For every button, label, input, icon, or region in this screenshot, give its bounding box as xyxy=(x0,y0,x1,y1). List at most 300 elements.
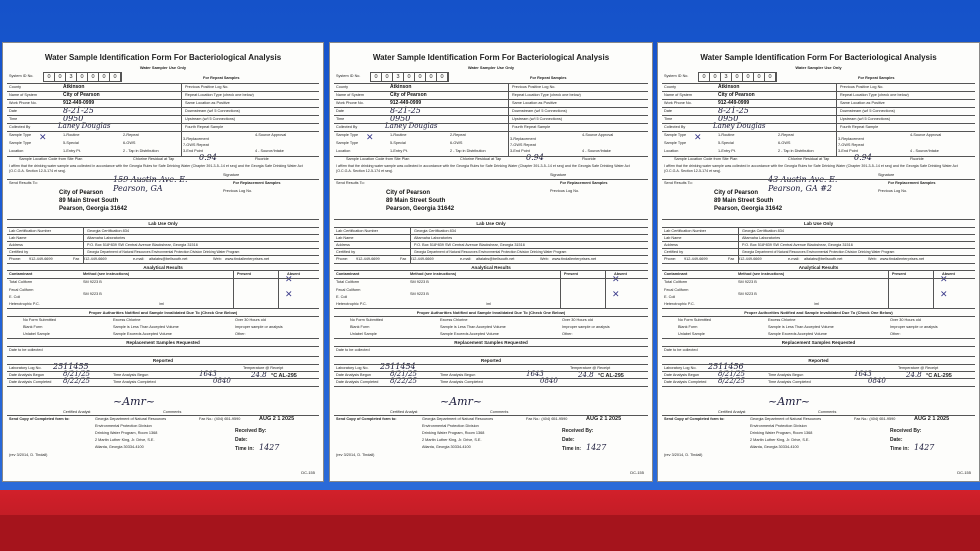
comments-label: Comments xyxy=(490,410,509,414)
system-id-digit: 0 xyxy=(732,73,743,81)
lab-log-label: Laboratory Log No. xyxy=(664,366,697,370)
temp-label: Temperature @ Receipt xyxy=(243,366,284,370)
time-label: Time xyxy=(336,117,345,121)
fecal-coliform: Fecal Coliform xyxy=(336,288,361,292)
opt-repeat: 2-Repeat xyxy=(778,133,794,137)
ecoli: E. Coli xyxy=(336,295,348,299)
gdnr-line-2: Environmental Protection Division xyxy=(750,424,807,428)
col-method: Method (see instructions) xyxy=(83,272,130,276)
lab-log-value: 2511455 xyxy=(53,362,89,371)
collected-value: Laney Douglas xyxy=(713,122,766,130)
absent-check-icon: ✕ xyxy=(612,275,620,285)
fax-value: 912-449-6669 xyxy=(410,257,434,261)
replacement-header: For Replacement Samples xyxy=(233,181,281,185)
plan-label: Sample Location Code from Site Plan xyxy=(674,157,738,161)
gdnr-line-3: Drinking Water Program, Room 1368 xyxy=(95,431,158,435)
system-name-value: City of Pearson xyxy=(390,92,427,98)
received-stamp: AUG 2 1 2025 xyxy=(259,416,295,422)
gdnr-line-1: Georgia Department of Natural Resources xyxy=(422,417,494,421)
same-location: Same Location as Positive xyxy=(185,101,230,105)
sample-type-label: Sample Type xyxy=(664,133,687,137)
total-coliform: Total Coliform xyxy=(664,280,688,284)
received-time: Time in: xyxy=(235,446,255,452)
temp-label: Temperature @ Receipt xyxy=(570,366,611,370)
work-phone-label: Work Phone No. xyxy=(336,101,364,105)
web-label: Web: xyxy=(540,257,549,261)
address-label: Address xyxy=(664,243,678,247)
replacement-header: For Replacement Samples xyxy=(888,181,936,185)
certified-analyst: Certified Analyst xyxy=(63,410,91,414)
fluoride-label: Fluoride xyxy=(255,157,269,161)
send-name: City of Pearson xyxy=(714,190,759,196)
certified-value: Georgia Department of Natural Resources Environmental Protection Division Drinking Water Program xyxy=(742,250,895,254)
work-phone-value: 912-449-0999 xyxy=(718,100,750,106)
col-contaminant: Contaminant xyxy=(336,272,360,276)
phone-label: Phone: xyxy=(9,257,22,261)
system-id-boxes xyxy=(370,72,449,82)
system-id-digit: 0 xyxy=(765,73,776,81)
upstream: Upstream (w/i 5 Connections) xyxy=(840,117,891,121)
repeat-loc-label: Repeat Location Type (check one below) xyxy=(185,93,254,97)
plan-label: Sample Location Code from Site Plan xyxy=(346,157,410,161)
opt-tap: 2 - Tap in Distribution xyxy=(123,149,159,153)
system-id-boxes xyxy=(43,72,122,82)
chlorine-value: 0.94 xyxy=(526,153,544,162)
date-completed-value: 8/22/25 xyxy=(718,377,745,385)
lab-use-header: Lab Use Only xyxy=(476,221,506,226)
send-city: Pearson, Georgia 31642 xyxy=(386,206,455,212)
opt-gws: 6-GWS xyxy=(450,141,463,145)
email-value: altalabs@bellsouth.net xyxy=(476,257,515,261)
other: Other: xyxy=(890,332,901,336)
form-subtitle: Water Sampler Use Only xyxy=(795,65,842,70)
web-label: Web: xyxy=(213,257,222,261)
fourth-repeat: Fourth Repeat Sample xyxy=(512,125,551,129)
date-begun-label: Date Analysis Begun xyxy=(664,373,700,377)
date-value: 8-21-25 xyxy=(390,106,421,115)
rev-note: (rev 3/2014, D. Tindall) xyxy=(664,453,703,457)
lab-cert-value: Georgia Certification 834 xyxy=(87,229,129,233)
system-id-digit: 0 xyxy=(44,73,55,81)
address-value: P.O. Box 518*839 SW Central Avenue Blackshear, Georgia 31516 xyxy=(87,243,198,247)
form-subtitle: Water Sampler Use Only xyxy=(467,65,515,70)
invalid-header: Proper Authorities Notified and Sample Invalidated Due To (Check One Below) xyxy=(416,310,566,315)
col-present: Present xyxy=(564,272,578,276)
temp-value: 24.8 xyxy=(906,371,922,379)
sample-exceeds: Sample Exceeds Accepted Volume xyxy=(768,332,827,336)
chlorine-value: 0.94 xyxy=(199,153,217,162)
ml-unit: /ml xyxy=(486,302,492,306)
system-id-digit: 0 xyxy=(382,73,393,81)
system-id-digit: 0 xyxy=(426,73,437,81)
system-name-label: Name of System xyxy=(9,93,38,97)
system-id-label: System ID No. xyxy=(336,74,361,78)
time-completed-value: 0840 xyxy=(213,377,231,385)
county-label: County xyxy=(336,85,349,89)
phone-value: 912-449-6699 xyxy=(684,257,708,261)
analyst-signature-icon: ~Amr~ xyxy=(768,395,811,408)
fax-value: 912-449-6669 xyxy=(83,257,107,261)
opt-replacement: 3-Replacement xyxy=(183,137,209,141)
fax-label: Fax xyxy=(73,257,80,261)
over-30: Over 30 Hours old xyxy=(562,318,593,322)
county-value: Atkinson xyxy=(390,84,412,90)
date-begun-value: 8/21/25 xyxy=(390,370,417,378)
system-id-digit: 0 xyxy=(754,73,765,81)
analyst-signature-icon: ~Amr~ xyxy=(440,395,483,408)
received-time: Time in: xyxy=(890,446,910,452)
system-id-boxes xyxy=(698,72,777,82)
downstream: Downstream (w/i 5 Connections) xyxy=(512,109,567,113)
system-id-digit: 0 xyxy=(404,73,415,81)
time-value: 0950 xyxy=(63,114,84,123)
col-method: Method (see instructions) xyxy=(410,272,457,276)
no-form: No Form Submitted xyxy=(350,318,383,322)
send-name: City of Pearson xyxy=(386,190,431,196)
certified-analyst: Certified Analyst xyxy=(718,410,746,414)
collected-value: Laney Douglas xyxy=(58,122,111,130)
web-value: www.tindallenterprises.net xyxy=(225,257,270,261)
gdnr-line-4: 2 Martin Luther King, Jr. Drive, S.E. xyxy=(95,438,155,442)
prev-log-label: Previous Positive Log No. xyxy=(840,85,884,89)
fecal-coliform: Fecal Coliform xyxy=(664,288,689,292)
reported-header: Reported xyxy=(152,358,174,363)
col-method: Method (see instructions) xyxy=(738,272,785,276)
prev-log-2: Previous Log No. xyxy=(878,189,908,193)
prev-log-label: Previous Positive Log No. xyxy=(185,85,229,89)
opt-routine: 1-Routine xyxy=(390,133,407,137)
same-location: Same Location as Positive xyxy=(840,101,885,105)
web-value: www.tindallenterprises.net xyxy=(552,257,597,261)
send-name: City of Pearson xyxy=(59,190,104,196)
time-begun-label: Time Analysis Begun xyxy=(440,373,476,377)
col-absent: Absent xyxy=(287,272,300,276)
system-id-digit: 0 xyxy=(743,73,754,81)
location-label: Location xyxy=(336,149,351,153)
send-city: Pearson, Georgia 31642 xyxy=(714,206,783,212)
date-collected: Date to be collected xyxy=(336,348,370,352)
system-id-digit: 0 xyxy=(415,73,426,81)
time-begun-label: Time Analysis Begun xyxy=(768,373,804,377)
comments-label: Comments xyxy=(163,410,182,414)
gdnr-line-1: Georgia Department of Natural Resources xyxy=(95,417,167,421)
certified-value: Georgia Department of Natural Resources Environmental Protection Division Drinking Water Program xyxy=(87,250,240,254)
analyst-signature-icon: ~Amr~ xyxy=(113,395,156,408)
gdnr-line-2: Environmental Protection Division xyxy=(422,424,479,428)
work-phone-label: Work Phone No. xyxy=(9,101,37,105)
celsius-label: °C AL-295 xyxy=(271,373,297,379)
opt-replacement: 3-Replacement xyxy=(510,137,536,141)
sample-type-label-2: Sample Type xyxy=(664,141,687,145)
opt-repeat: 2-Repeat xyxy=(450,133,466,137)
date-collected: Date to be collected xyxy=(664,348,698,352)
water-sample-form-3 xyxy=(657,42,980,482)
other: Other: xyxy=(562,332,573,336)
upstream: Upstream (w/i 5 Connections) xyxy=(185,117,236,121)
unlabel: Unlabel Sample xyxy=(678,332,705,336)
certified-label: Certified by xyxy=(664,250,684,254)
send-city: Pearson, Georgia 31642 xyxy=(59,206,128,212)
certified-value: Georgia Department of Natural Resources Environmental Protection Division Drinking Water Program xyxy=(414,250,567,254)
date-completed-value: 8/22/25 xyxy=(63,377,90,385)
send-results-label: Send Results To: xyxy=(336,181,365,185)
system-name-label: Name of System xyxy=(336,93,365,97)
lab-name-value: Altamaha Laboratories xyxy=(414,236,453,240)
location-label: Location xyxy=(9,149,24,153)
county-label: County xyxy=(9,85,22,89)
lab-name-label: Lab Name xyxy=(664,236,682,240)
chlorine-value: 0.94 xyxy=(854,153,872,162)
opt-tap: 2 - Tap in Distribution xyxy=(778,149,814,153)
excess-chlorine: Excess Chlorine xyxy=(768,318,796,322)
chlorine-label: Chlorine Residual at Tap xyxy=(133,157,175,161)
sample-less: Sample is Less Than Accepted Volume xyxy=(440,325,506,329)
opt-special: 5-Special xyxy=(390,141,406,145)
sample-type-label: Sample Type xyxy=(9,133,32,137)
fax-no: Fax No.: (404) 651-9590 xyxy=(526,417,568,421)
lab-log-label: Laboratory Log No. xyxy=(336,366,369,370)
gdnr-line-3: Drinking Water Program, Room 1368 xyxy=(422,431,485,435)
date-label: Date xyxy=(664,109,673,113)
signature-label: Signature xyxy=(223,173,240,177)
opt-tap: 2 - Tap in Distribution xyxy=(450,149,486,153)
analytical-header: Analytical Results xyxy=(471,265,511,270)
lab-log-value: 2511456 xyxy=(708,362,744,371)
invalid-header: Proper Authorities Notified and Sample Invalidated Due To (Check One Below) xyxy=(88,310,238,315)
system-id-digit: 0 xyxy=(437,73,448,81)
ml-unit: /ml xyxy=(159,302,165,306)
upstream: Upstream (w/i 5 Connections) xyxy=(512,117,563,121)
date-completed-label: Date Analysis Completed xyxy=(9,380,52,384)
system-name-label: Name of System xyxy=(664,93,693,97)
date-begun-value: 8/21/25 xyxy=(63,370,90,378)
email-label: e-mail: xyxy=(460,257,472,261)
lab-name-label: Lab Name xyxy=(336,236,354,240)
fax-no: Fax No.: (404) 651-9590 xyxy=(854,417,896,421)
opt-repeat: 2-Repeat xyxy=(123,133,139,137)
received-by: Received By: xyxy=(562,428,594,434)
form-number: DC-155 xyxy=(301,470,315,475)
analytical-header: Analytical Results xyxy=(798,265,839,270)
total-coliform: Total Coliform xyxy=(336,280,360,284)
opt-entry: 1-Entry Pt. xyxy=(390,149,408,153)
fax-no: Fax No.: (404) 651-9590 xyxy=(199,417,241,421)
lab-cert-value: Georgia Certification 834 xyxy=(742,229,784,233)
col-present: Present xyxy=(892,272,906,276)
unlabel: Unlabel Sample xyxy=(350,332,377,336)
sample-type-label-2: Sample Type xyxy=(336,141,359,145)
check-mark-icon: ✕ xyxy=(694,133,702,143)
lab-name-value: Altamaha Laboratories xyxy=(742,236,781,240)
opt-replacement: 3-Replacement xyxy=(838,137,864,141)
gdnr-line-5: Atlanta, Georgia 30334-4100 xyxy=(95,445,144,449)
opt-special: 5-Special xyxy=(718,141,734,145)
col-absent: Absent xyxy=(614,272,627,276)
gdnr-line-3: Drinking Water Program, Room 1368 xyxy=(750,431,813,435)
date-value: 8-21-25 xyxy=(718,106,749,115)
affirm-text: I affirm that the drinking water sample was collected in accordance with the Georgia Rules for Safe Drinking Water (Chapter 391-3-5-.14 et seq) and the Georgia Safe Drinking Water Act (O.C.G.A. Section 12-5-174 et seq). xyxy=(336,164,630,173)
date-completed-label: Date Analysis Completed xyxy=(336,380,379,384)
sample-less: Sample is Less Than Accepted Volume xyxy=(768,325,834,329)
opt-routine: 1-Routine xyxy=(718,133,735,137)
system-id-digit: 0 xyxy=(77,73,88,81)
analytical-header: Analytical Results xyxy=(143,265,183,270)
send-street: 89 Main Street South xyxy=(386,198,446,204)
send-copy-label: Send Copy of Completed form to: xyxy=(9,417,70,421)
collected-label: Collected By xyxy=(336,125,358,129)
opt-source-approval: 4-Source Approval xyxy=(910,133,942,137)
repeat-loc-label: Repeat Location Type (check one below) xyxy=(840,93,909,97)
opt-gws-repeat: 7-GWS Repeat xyxy=(183,143,209,147)
received-date: Date: xyxy=(562,437,575,443)
sample-exceeds: Sample Exceeds Accepted Volume xyxy=(440,332,499,336)
method-ecoli: SM 9223 B xyxy=(738,292,757,296)
time-begun-value: 1643 xyxy=(199,370,217,378)
system-id-digit: 0 xyxy=(699,73,710,81)
lab-cert-label: Lab Certification Number xyxy=(336,229,378,233)
col-contaminant: Contaminant xyxy=(664,272,688,276)
time-label: Time xyxy=(664,117,673,121)
repeat-header: For Repeat Samples xyxy=(530,76,567,80)
collected-label: Collected By xyxy=(9,125,31,129)
collected-value: Laney Douglas xyxy=(385,122,438,130)
method-ecoli: SM 9223 B xyxy=(83,292,102,296)
handwritten-address: 43 Austin Ave. E. Pearson, GA #2 xyxy=(768,175,838,193)
fourth-repeat: Fourth Repeat Sample xyxy=(185,125,224,129)
fax-label: Fax xyxy=(400,257,407,261)
work-phone-value: 912-449-0999 xyxy=(390,100,422,106)
opt-intake: 4 - Source/Intake xyxy=(910,149,939,153)
fluoride-label: Fluoride xyxy=(582,157,596,161)
blank-form: Blank Form xyxy=(678,325,698,329)
ecoli: E. Coli xyxy=(664,295,676,299)
opt-entry: 1-Entry Pt. xyxy=(63,149,81,153)
lab-use-header: Lab Use Only xyxy=(803,221,834,226)
opt-routine: 1-Routine xyxy=(63,133,80,137)
total-coliform: Total Coliform xyxy=(9,280,33,284)
time-completed-value: 0840 xyxy=(868,377,886,385)
send-street: 89 Main Street South xyxy=(59,198,119,204)
prev-log-2: Previous Log No. xyxy=(223,189,253,193)
time-completed-value: 0840 xyxy=(540,377,558,385)
lab-name-value: Altamaha Laboratories xyxy=(87,236,126,240)
time-begun-label: Time Analysis Begun xyxy=(113,373,149,377)
lab-name-label: Lab Name xyxy=(9,236,27,240)
replacement-header: For Replacement Samples xyxy=(560,181,608,185)
phone-value: 912-449-6699 xyxy=(356,257,380,261)
absent-check-icon: ✕ xyxy=(612,290,620,300)
system-id-digit: 0 xyxy=(710,73,721,81)
system-id-digit: 0 xyxy=(88,73,99,81)
gdnr-line-5: Atlanta, Georgia 30334-4100 xyxy=(750,445,799,449)
unlabel: Unlabel Sample xyxy=(23,332,50,336)
system-id-digit: 0 xyxy=(110,73,121,81)
form-number: DC-155 xyxy=(630,470,644,475)
red-banner-band xyxy=(0,515,980,551)
certified-analyst: Certified Analyst xyxy=(390,410,418,414)
form-title: Water Sample Identification Form For Bacteriological Analysis xyxy=(372,53,610,62)
opt-end: 3-End Point xyxy=(838,149,858,153)
water-sample-form-2 xyxy=(329,42,653,482)
gdnr-line-4: 2 Martin Luther King, Jr. Drive, S.E. xyxy=(750,438,810,442)
web-label: Web: xyxy=(868,257,877,261)
absent-check-icon: ✕ xyxy=(940,275,948,285)
col-contaminant: Contaminant xyxy=(9,272,33,276)
repeat-header: For Repeat Samples xyxy=(858,76,895,80)
downstream: Downstream (w/i 5 Connections) xyxy=(840,109,895,113)
received-stamp: AUG 2 1 2025 xyxy=(586,416,622,422)
reported-header: Reported xyxy=(808,358,829,363)
temp-label: Temperature @ Receipt xyxy=(898,366,939,370)
opt-gws: 6-GWS xyxy=(778,141,791,145)
lab-cert-label: Lab Certification Number xyxy=(664,229,706,233)
opt-entry: 1-Entry Pt. xyxy=(718,149,736,153)
replacement-requested: Replacement Samples Requested xyxy=(126,340,200,345)
system-name-value: City of Pearson xyxy=(63,92,100,98)
excess-chlorine: Excess Chlorine xyxy=(440,318,468,322)
lab-log-value: 2511454 xyxy=(380,362,416,371)
system-id-digit: 0 xyxy=(55,73,66,81)
address-value: P.O. Box 518*839 SW Central Avenue Blackshear, Georgia 31516 xyxy=(742,243,853,247)
sample-exceeds: Sample Exceeds Accepted Volume xyxy=(113,332,172,336)
opt-intake: 4 - Source/Intake xyxy=(255,149,284,153)
opt-gws-repeat: 7-GWS Repeat xyxy=(510,143,536,147)
system-id-label: System ID No. xyxy=(9,74,34,78)
improper: Improper sample or analysis xyxy=(562,325,610,329)
phone-label: Phone: xyxy=(336,257,349,261)
system-id-digit: 3 xyxy=(721,73,732,81)
date-label: Date xyxy=(9,109,18,113)
celsius-label: °C AL-295 xyxy=(598,373,624,379)
email-label: e-mail: xyxy=(133,257,145,261)
signature-label: Signature xyxy=(878,173,895,177)
send-copy-label: Send Copy of Completed form to: xyxy=(336,417,397,421)
replacement-requested: Replacement Samples Requested xyxy=(781,340,856,345)
chlorine-label: Chlorine Residual at Tap xyxy=(460,157,502,161)
check-mark-icon: ✕ xyxy=(366,133,374,143)
time-value: 0950 xyxy=(718,114,739,123)
received-stamp: AUG 2 1 2025 xyxy=(914,416,950,422)
county-label: County xyxy=(664,85,677,89)
method-ecoli: SM 9223 B xyxy=(410,292,429,296)
lab-use-header: Lab Use Only xyxy=(148,221,178,226)
celsius-label: °C AL-295 xyxy=(926,373,952,379)
work-phone-label: Work Phone No. xyxy=(664,101,692,105)
received-time-value: 1427 xyxy=(586,443,607,452)
fax-label: Fax xyxy=(728,257,735,261)
date-begun-value: 8/21/25 xyxy=(718,370,745,378)
absent-check-icon: ✕ xyxy=(285,275,293,285)
form-number: DC-155 xyxy=(957,470,971,475)
sample-type-label: Sample Type xyxy=(336,133,359,137)
send-results-label: Send Results To: xyxy=(9,181,38,185)
opt-source-approval: 4-Source Approval xyxy=(255,133,287,137)
method-total: SM 9223 B xyxy=(410,280,429,284)
system-id-label: System ID No. xyxy=(664,74,689,78)
absent-check-icon: ✕ xyxy=(940,290,948,300)
gdnr-line-2: Environmental Protection Division xyxy=(95,424,152,428)
phone-value: 912-449-6699 xyxy=(29,257,53,261)
received-time-value: 1427 xyxy=(259,443,280,452)
repeat-header: For Repeat Samples xyxy=(203,76,240,80)
affirm-text: I affirm that the drinking water sample was collected in accordance with the Georgia Rules for Safe Drinking Water (Chapter 391-3-5-.14 et seq) and the Georgia Safe Drinking Water Act (O.C.G.A. Section 12-5-174 et seq). xyxy=(664,164,958,173)
send-copy-label: Send Copy of Completed form to: xyxy=(664,417,725,421)
time-begun-value: 1643 xyxy=(854,370,872,378)
opt-gws-repeat: 7-GWS Repeat xyxy=(838,143,864,147)
received-date: Date: xyxy=(235,437,248,443)
form-title: Water Sample Identification Form For Bacteriological Analysis xyxy=(700,53,937,62)
prev-log-2: Previous Log No. xyxy=(550,189,580,193)
